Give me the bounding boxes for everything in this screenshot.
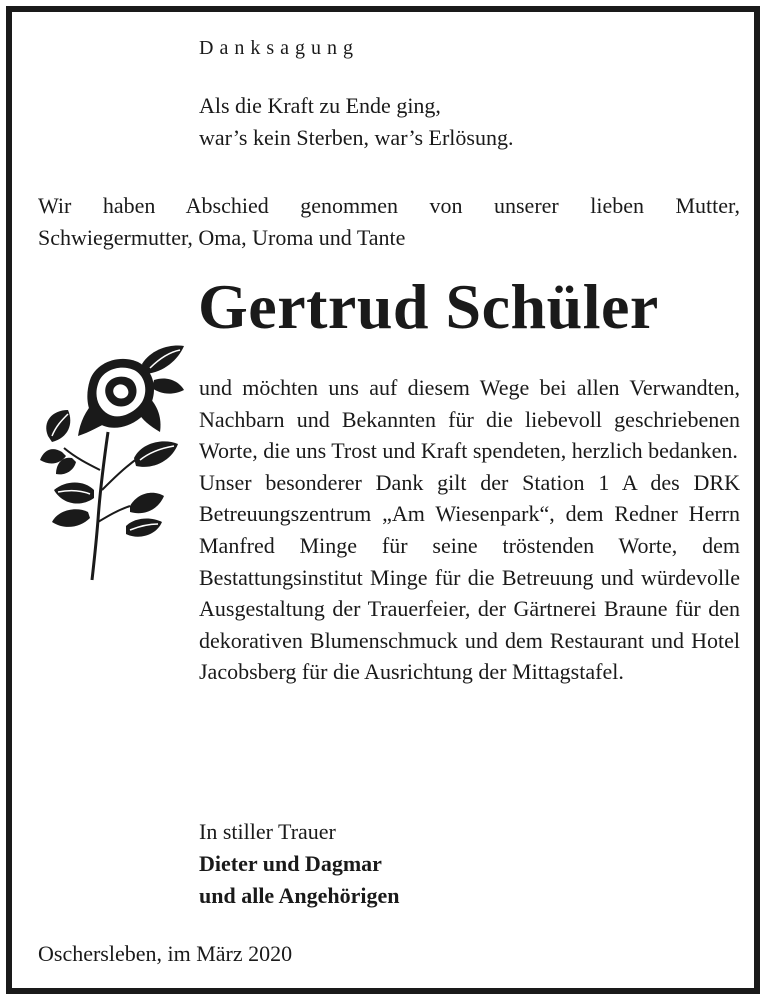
notice-heading: Danksagung [199,37,359,59]
closing-signature [199,816,399,912]
closing-line-3: und alle Angehörigen [199,883,400,908]
thanks-text [199,372,740,688]
intro-text [38,190,740,254]
intro-line-1: Wir haben Abschied genommen von unserer lieben Mutter, [38,193,740,218]
closing-line-1: In stiller Trauer [199,819,336,844]
intro-line-2: Schwiegermutter, Oma, Uroma und Tante [38,225,406,250]
closing-line-2: Dieter und Dagmar [199,851,382,876]
motto-line-1: Als die Kraft zu Ende ging, [199,93,441,118]
place-and-date: Oschersleben, im März 2020 [38,941,293,966]
motto-verse [199,90,513,154]
deceased-name: Gertrud Schüler [198,271,659,342]
motto-line-2: war’s kein Sterben, war’s Erlösung. [199,125,514,150]
thanks-paragraph-1: und möchten uns auf diesem Wege bei allen Verwandten, Nachbarn und Bekannten für die liebevoll geschriebenen Worte, die uns Trost und Kraft spendeten, herzlich bedanken. [199,375,740,464]
obituary-notice [6,6,760,994]
thanks-paragraph-2: Unser besonderer Dank gilt der Station 1 A des DRK Betreuungszentrum „Am Wiesenpark“, dem Redner Herrn Manfred Minge für seine tröstenden Worte, dem Bestattungsinstitut Minge für die Betreuung und würdevolle Ausgestaltung der Trauerfeier, der Gärtnerei Braune für den dekorativen Blumenschmuck und dem Restaurant und Hotel Jacobsberg für die Ausrichtung der Mittagstafel. [199,469,740,685]
rose-icon [38,340,184,582]
